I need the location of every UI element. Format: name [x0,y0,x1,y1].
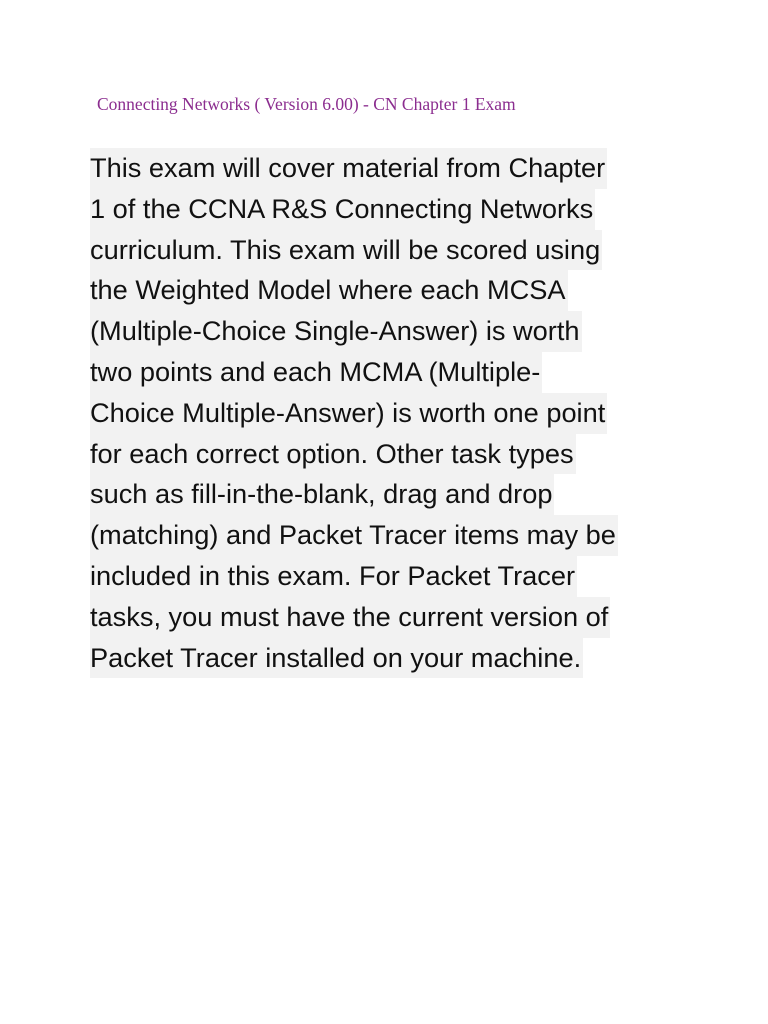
description-line: for each correct option. Other task types [90,434,576,475]
description-line: tasks, you must have the current version of [90,597,610,638]
document-title: Connecting Networks ( Version 6.00) - CN Chapter 1 Exam [97,94,516,114]
description-line: Choice Multiple-Answer) is worth one point [90,393,607,434]
description-line: the Weighted Model where each MCSA [90,270,568,311]
description-line: Packet Tracer installed on your machine. [90,638,583,679]
exam-description [90,148,690,678]
description-line: (matching) and Packet Tracer items may be [90,515,618,556]
description-line: 1 of the CCNA R&S Connecting Networks [90,189,595,230]
description-line: curriculum. This exam will be scored using [90,230,602,271]
description-line: two points and each MCMA (Multiple- [90,352,542,393]
description-line: included in this exam. For Packet Tracer [90,556,577,597]
description-line: (Multiple-Choice Single-Answer) is worth [90,311,582,352]
description-line: This exam will cover material from Chapter [90,148,607,189]
description-line: such as fill-in-the-blank, drag and drop [90,474,554,515]
